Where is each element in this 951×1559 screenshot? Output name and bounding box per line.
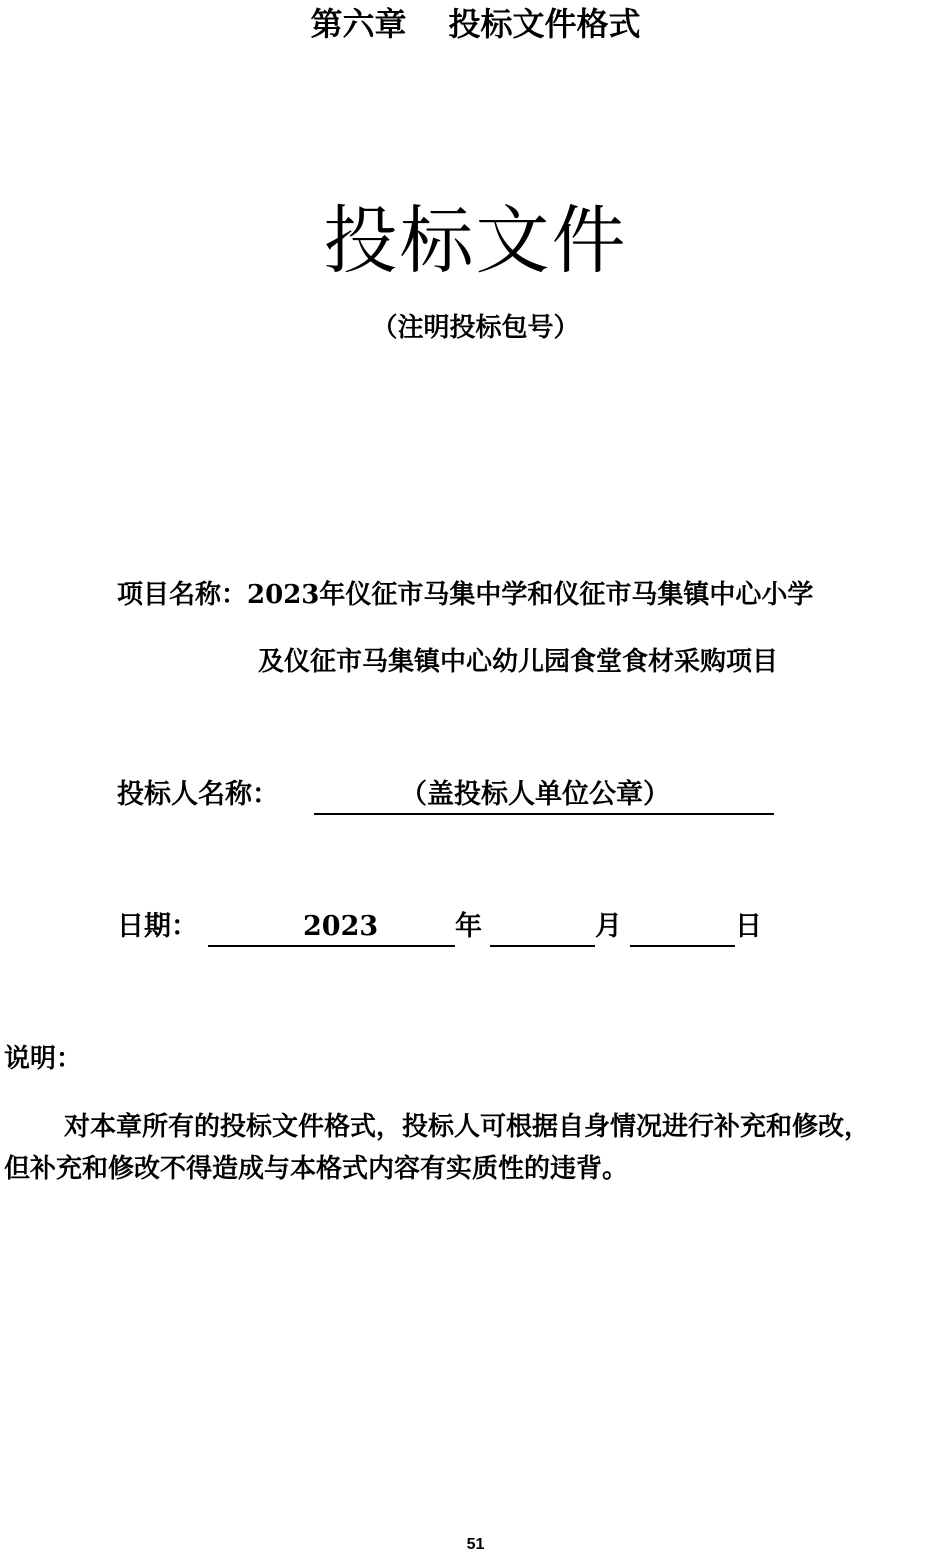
project-label: 项目名称：	[117, 580, 248, 610]
date-day-suffix: 日	[735, 911, 762, 942]
project-name-line1	[117, 576, 813, 614]
date-month-field[interactable]	[490, 907, 595, 947]
date-day-field[interactable]	[630, 907, 735, 947]
chapter-title	[0, 2, 951, 46]
date-year-value: 2023	[303, 911, 379, 942]
bidder-stamp-placeholder: （盖投标人单位公章）	[400, 779, 670, 810]
chapter-name: 投标文件格式	[448, 5, 641, 43]
date-year-suffix: 年	[455, 911, 482, 942]
notes-paragraph-line2: 但补充和修改不得造成与本格式内容有实质性的违背。	[4, 1154, 629, 1184]
chapter-number: 第六章	[310, 5, 407, 43]
date-month-suffix: 月	[595, 911, 622, 942]
date-label: 日期：	[117, 911, 198, 942]
notes-paragraph-line1: 对本章所有的投标文件格式，投标人可根据自身情况进行补充和修改，	[64, 1112, 871, 1142]
document-title: 投标文件	[323, 198, 628, 284]
page-number: 51	[466, 1536, 485, 1553]
project-name-line2: 及仪征市马集镇中心幼儿园食堂食材采购项目	[258, 647, 779, 677]
notes-heading: 说明：	[4, 1044, 83, 1074]
project-name-part1: 2023年仪征市马集中学和仪征市马集镇中心小学	[247, 580, 814, 610]
package-note: （注明投标包号）	[371, 313, 580, 343]
bidder-label: 投标人名称：	[117, 779, 279, 810]
